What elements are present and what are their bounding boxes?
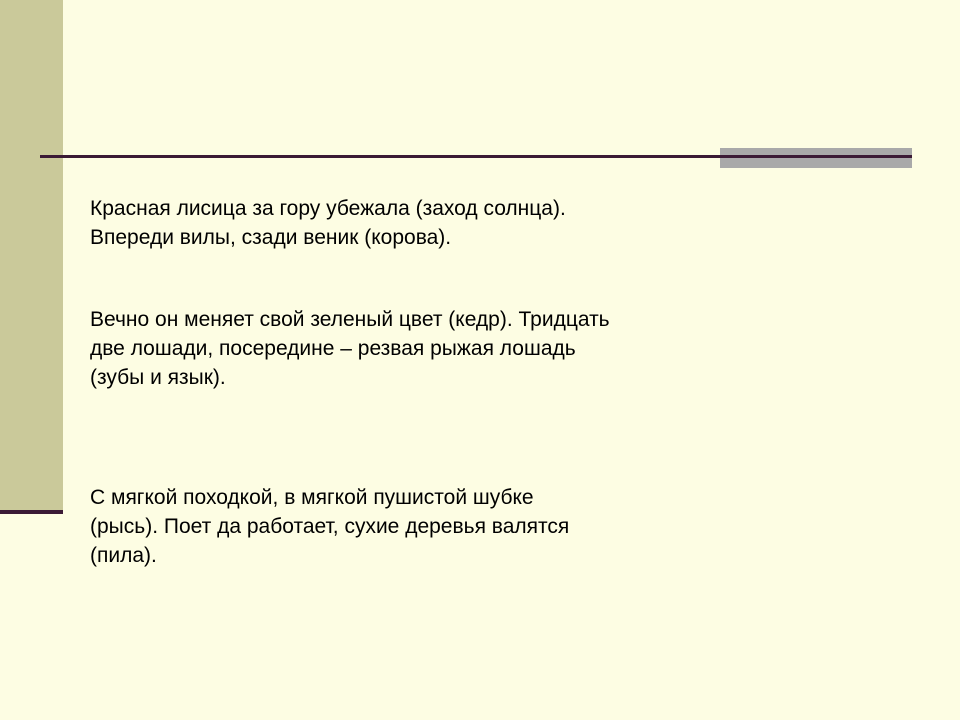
left-bar-underline: [0, 510, 63, 514]
riddle-paragraph-1: Красная лисица за гору убежала (заход солнца). Впереди вилы, сзади веник (корова).: [90, 197, 566, 249]
gray-accent-block: [720, 148, 912, 168]
title-divider-line: [40, 155, 912, 158]
riddle-paragraph-2: Вечно он меняет свой зеленый цвет (кедр). Тридцать две лошади, посередине – резвая рыжая лошадь (зубы и язык).: [90, 308, 610, 389]
riddle-paragraph-3: С мягкой походкой, в мягкой пушистой шубке (рысь). Поет да работает, сухие деревья валятся (пила).: [90, 486, 570, 567]
left-decorative-bar: [0, 0, 63, 510]
